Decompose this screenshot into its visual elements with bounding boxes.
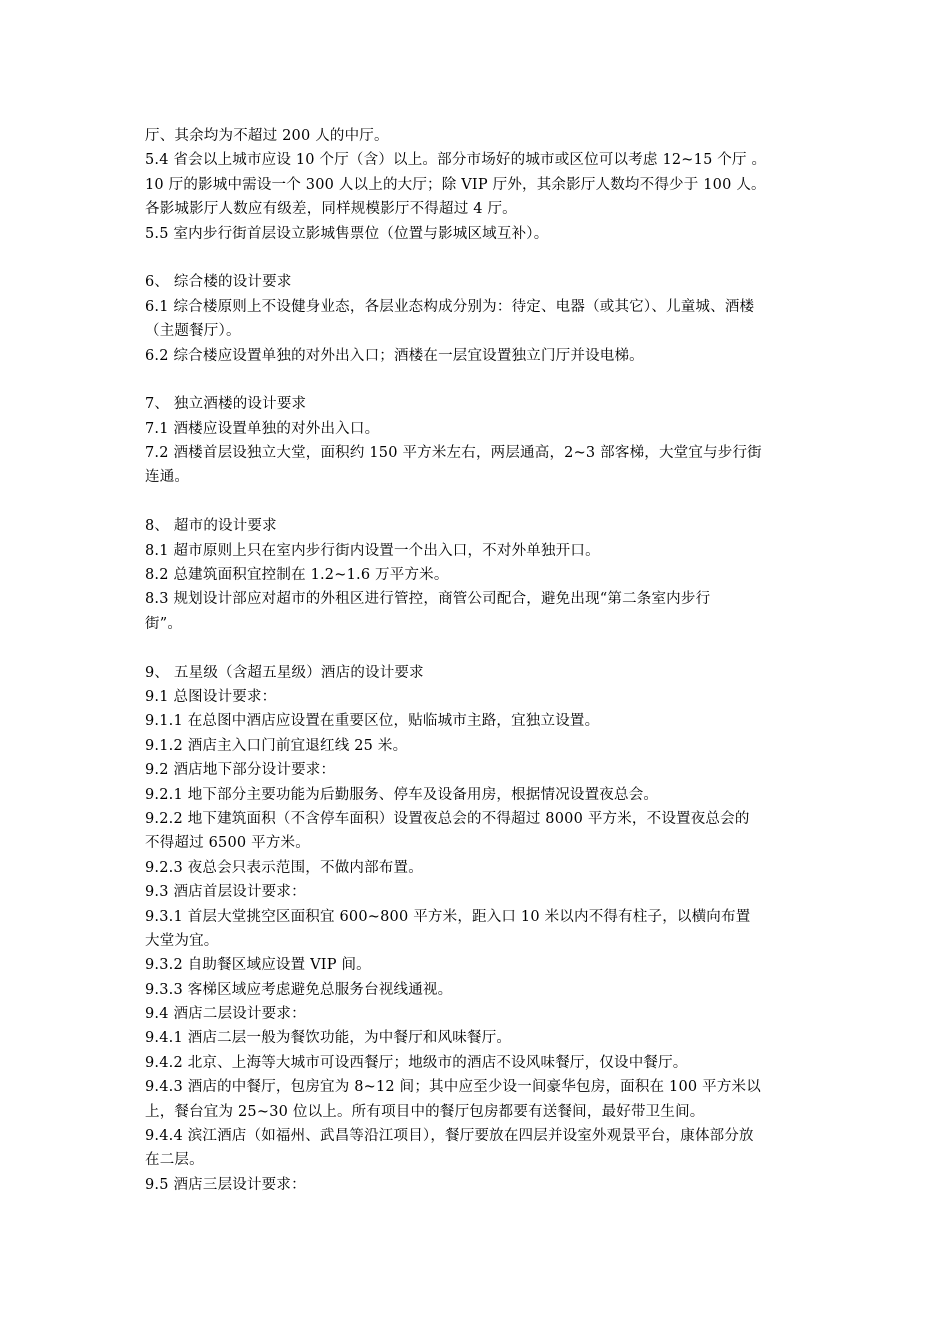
text-line: 10 厅的影城中需设一个 300 人以上的大厅；除 VIP 厅外，其余影厅人数均不得少于 100 人。 <box>145 176 766 193</box>
blank-line <box>145 368 817 392</box>
text-line: 9.4.2 北京、上海等大城市可设西餐厅；地级市的酒店不设风味餐厅，仅设中餐厅。 <box>145 1054 688 1071</box>
text-line: 5.5 室内步行街首层设立影城售票位（位置与影城区域互补）。 <box>145 225 549 242</box>
text-line: 9.3.2 自助餐区域应设置 VIP 间。 <box>145 957 371 974</box>
text-line: 连通。 <box>145 469 190 486</box>
blank-line <box>145 246 817 270</box>
blank-line <box>145 490 817 514</box>
text-line: 6、 综合楼的设计要求 <box>145 274 292 291</box>
text-line: 9.2 酒店地下部分设计要求： <box>145 762 336 779</box>
text-line: 各影城影厅人数应有级差，同样规模影厅不得超过 4 厅。 <box>145 201 517 218</box>
blank-line <box>145 636 817 660</box>
text-line: 9.3.1 首层大堂挑空区面积宜 600~800 平方米，距入口 10 米以内不得有柱子，以横向布置 <box>145 908 751 925</box>
text-line: 9.3.3 客梯区域应考虑避免总服务台视线通视。 <box>145 981 453 998</box>
text-line: 8.1 超市原则上只在室内步行街内设置一个出入口，不对外单独开口。 <box>145 542 600 559</box>
text-line: 6.2 综合楼应设置单独的对外出入口；酒楼在一层宜设置独立门厅并设电梯。 <box>145 347 644 364</box>
text-line: 9.1 总图设计要求： <box>145 688 277 705</box>
text-line: 不得超过 6500 平方米。 <box>145 835 310 852</box>
text-line: 大堂为宜。 <box>145 932 219 949</box>
text-line: 6.1 综合楼原则上不设健身业态，各层业态构成分别为：待定、电器（或其它）、儿童城、酒楼 <box>145 298 755 315</box>
text-line: （主题餐厅）。 <box>145 323 241 340</box>
text-line: 9.2.3 夜总会只表示范围，不做内部布置。 <box>145 859 423 876</box>
text-line: 厅、其余均为不超过 200 人的中厅。 <box>145 128 389 144</box>
document-body <box>145 124 817 1197</box>
text-line: 9.1.1 在总图中酒店应设置在重要区位，贴临城市主路，宜独立设置。 <box>145 713 600 730</box>
text-line: 8.2 总建筑面积宜控制在 1.2~1.6 万平方米。 <box>145 567 449 584</box>
text-line: 9.4 酒店二层设计要求： <box>145 1006 306 1023</box>
text-line: 9.3 酒店首层设计要求： <box>145 884 306 901</box>
text-line: 在二层。 <box>145 1152 204 1169</box>
text-line: 9.4.4 滨江酒店（如福州、武昌等沿江项目），餐厅要放在四层并设室外观景平台，康体部分放 <box>145 1128 754 1145</box>
text-line: 5.4 省会以上城市应设 10 个厅（含）以上。部分市场好的城市或区位可以考虑 12~15 个厅 。 <box>145 152 767 169</box>
text-line: 7.1 酒楼应设置单独的对外出入口。 <box>145 420 380 437</box>
text-line: 7.2 酒楼首层设独立大堂，面积约 150 平方米左右，两层通高，2~3 部客梯，大堂宜与步行街 <box>145 445 762 462</box>
text-line: 上，餐台宜为 25~30 位以上。所有项目中的餐厅包房都要有送餐间，最好带卫生间。 <box>145 1103 705 1120</box>
text-line: 9、 五星级（含超五星级）酒店的设计要求 <box>145 664 424 681</box>
text-line: 街”。 <box>145 615 183 632</box>
text-line: 9.1.2 酒店主入口门前宜退红线 25 米。 <box>145 737 408 754</box>
text-line: 9.4.1 酒店二层一般为餐饮功能，为中餐厅和风味餐厅。 <box>145 1030 512 1047</box>
text-line: 9.2.1 地下部分主要功能为后勤服务、停车及设备用房，根据情况设置夜总会。 <box>145 786 659 803</box>
text-line: 8、 超市的设计要求 <box>145 518 277 535</box>
text-line: 9.5 酒店三层设计要求： <box>145 1176 306 1193</box>
text-line: 8.3 规划设计部应对超市的外租区进行管控，商管公司配合，避免出现“第二条室内步行 <box>145 591 711 608</box>
text-line: 9.2.2 地下建筑面积（不含停车面积）设置夜总会的不得超过 8000 平方米，不设置夜总会的 <box>145 810 750 827</box>
text-line: 9.4.3 酒店的中餐厅，包房宜为 8~12 间；其中应至少设一间豪华包房，面积在 100 平方米以 <box>145 1079 761 1096</box>
text-line: 7、 独立酒楼的设计要求 <box>145 396 307 413</box>
